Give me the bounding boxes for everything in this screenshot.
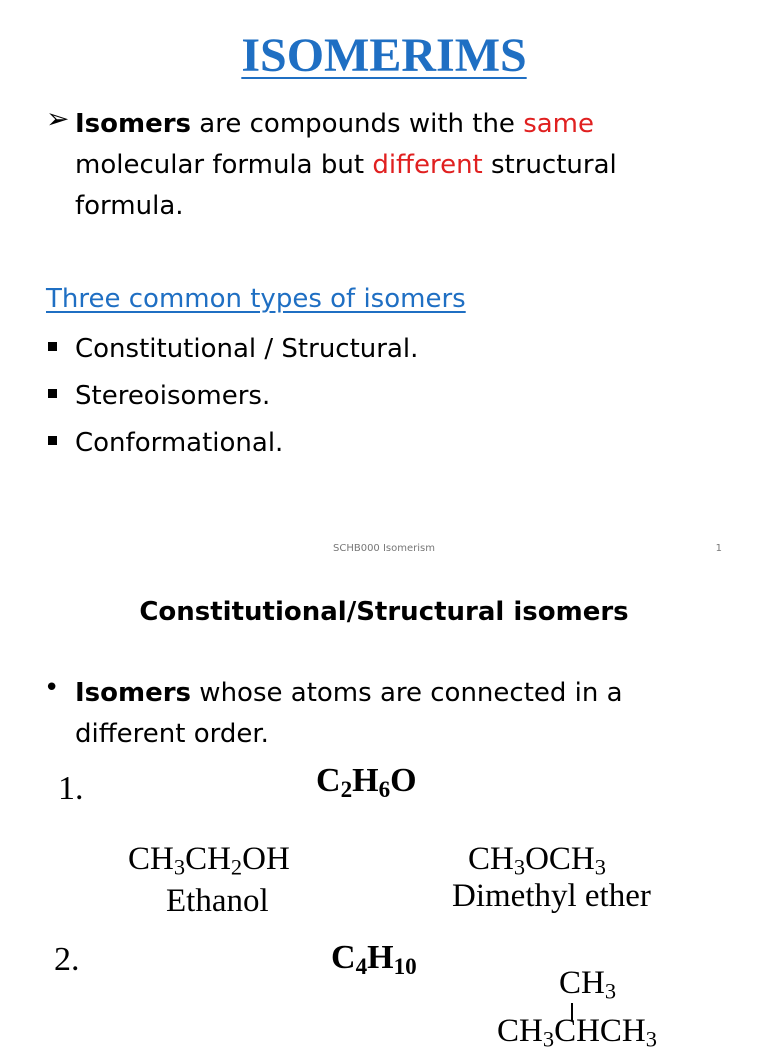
definition-paragraph (75, 104, 725, 227)
page-number: 1 (715, 543, 722, 554)
definition-text: whose atoms are connected in a different order. (75, 678, 623, 749)
slide-footer: SCHB000 Isomerism (333, 543, 435, 554)
square-bullet-icon (48, 342, 57, 351)
molecular-formula: $C_4H_{10}$ (331, 939, 417, 980)
square-bullet-icon (48, 389, 57, 398)
dot-bullet-icon: • (44, 673, 60, 703)
square-bullet-icon (48, 436, 57, 445)
types-heading-link[interactable]: Three common types of isomers (46, 284, 466, 314)
list-item (46, 330, 418, 377)
isomer-types-list (46, 330, 418, 471)
different-highlight: different (372, 150, 483, 180)
slide-title: ISOMERIMS (241, 29, 527, 82)
dimethyl-ether-formula: $CH_3OCH_3$ (468, 841, 606, 880)
same-highlight: same (523, 109, 595, 139)
arrow-bullet-icon: ➢ (46, 102, 70, 135)
molecular-formula: $C_2H_6O$ (316, 762, 417, 803)
dimethyl-ether-name: Dimethyl ether (452, 878, 651, 914)
slide-2 (0, 565, 768, 1052)
list-item-label: Conformational. (75, 428, 284, 458)
butane-partial-formula: $CH_3CHCH_3$ (497, 1013, 657, 1052)
definition-text-3: structural formula. (75, 150, 617, 221)
list-item (46, 424, 418, 471)
list-item (46, 377, 418, 424)
example-number: 1. (58, 770, 84, 807)
definition-text-2: molecular formula but (75, 150, 373, 180)
ethanol-formula: $CH_3CH_2OH$ (128, 841, 290, 880)
list-item-label: Constitutional / Structural. (75, 334, 419, 364)
example-number: 2. (54, 941, 80, 978)
ethanol-name: Ethanol (166, 883, 269, 919)
list-item-label: Stereoisomers. (75, 381, 271, 411)
methyl-branch: $CH_3$ (559, 965, 617, 1004)
isomers-term: Isomers (75, 678, 192, 708)
slide-title: Constitutional/Structural isomers (139, 597, 629, 627)
definition-text-1: are compounds with the (191, 109, 524, 139)
isomers-term: Isomers (75, 109, 192, 139)
definition-paragraph (75, 673, 715, 755)
